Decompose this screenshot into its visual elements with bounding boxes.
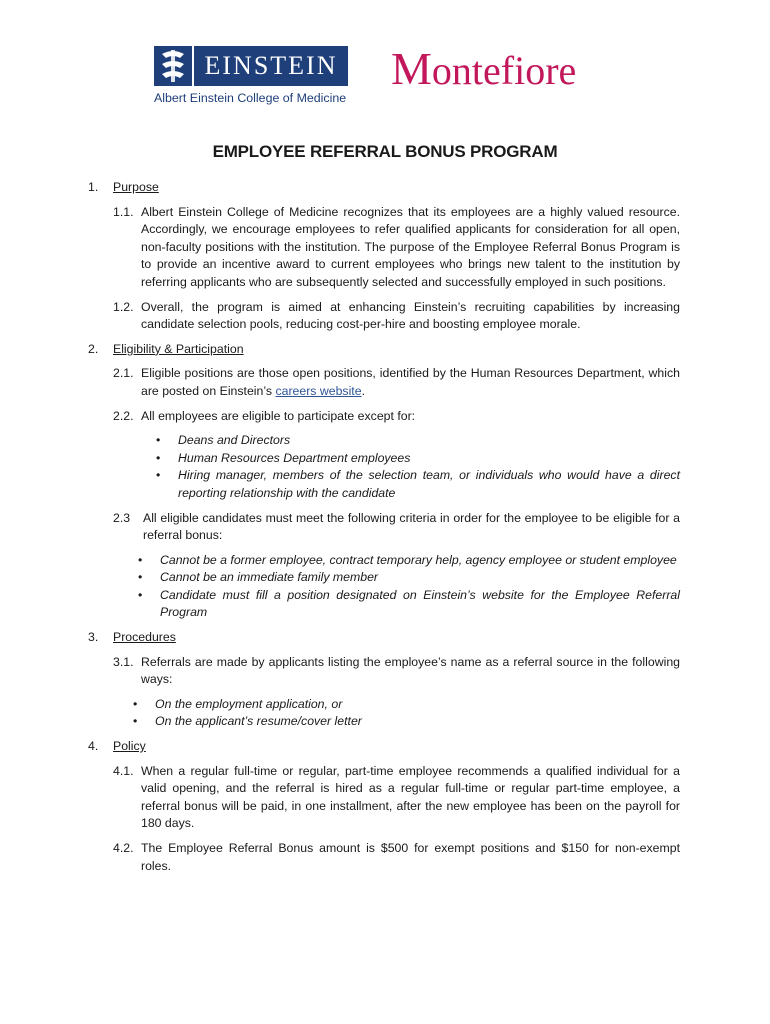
clause-1-1 bbox=[88, 204, 680, 292]
clause-number: 2.1. bbox=[113, 366, 134, 381]
list-item-text: Candidate must fill a position designated on Einstein’s website for the Employee Referral Program bbox=[160, 587, 680, 620]
bullet-icon: • bbox=[156, 450, 161, 465]
clause-3-1 bbox=[88, 654, 680, 689]
section-policy bbox=[88, 738, 680, 756]
clause-4-2 bbox=[88, 840, 680, 875]
list-item bbox=[156, 467, 680, 502]
clause-number: 2.2. bbox=[113, 408, 134, 423]
bullet-icon: • bbox=[156, 433, 161, 448]
clause-number: 4.1. bbox=[113, 763, 134, 778]
clause-2-1 bbox=[88, 365, 680, 400]
bullet-icon: • bbox=[138, 570, 143, 585]
section-title: Procedures bbox=[113, 630, 176, 645]
list-item-text: On the employment application, or bbox=[155, 696, 343, 711]
section-number: 1. bbox=[88, 180, 99, 194]
list-item bbox=[138, 552, 680, 570]
list-item-text: Cannot be a former employee, contract temporary help, agency employee or student employee bbox=[160, 552, 677, 567]
clause-number: 4.2. bbox=[113, 841, 134, 855]
list-item bbox=[156, 432, 680, 450]
list-item-text: On the applicant’s resume/cover letter bbox=[155, 714, 362, 729]
list-item bbox=[133, 713, 680, 731]
list-item bbox=[156, 450, 680, 468]
document-title: EMPLOYEE REFERRAL BONUS PROGRAM bbox=[212, 142, 558, 161]
section-eligibility bbox=[88, 341, 680, 359]
clause-text: Albert Einstein College of Medicine recognizes that its employees are a highly valued resource. Accordingly, we encourage employees to refer qualified applicants for consideration for all open, non-faculty positions with the institution. The purpose of the Employee Referral Bonus Program is to provide an incentive award to current employees who brings new talent to the institution by referring applicants who are subsequently selected and successfully employed in such positions. bbox=[141, 204, 680, 289]
section-number: 2. bbox=[88, 341, 99, 356]
bullet-icon: • bbox=[138, 587, 143, 602]
clause-2-2 bbox=[88, 408, 680, 426]
einstein-emblem-icon bbox=[154, 46, 192, 86]
bullet-icon: • bbox=[156, 468, 161, 483]
bullet-icon: • bbox=[138, 552, 143, 567]
clause-number: 1.2. bbox=[113, 299, 134, 314]
clause-2-3 bbox=[88, 510, 680, 545]
clause-text: Referrals are made by applicants listing the employee’s name as a referral source in the following ways: bbox=[141, 654, 680, 687]
einstein-logo bbox=[154, 46, 354, 108]
criteria-list bbox=[88, 552, 680, 622]
list-item bbox=[138, 569, 680, 587]
bullet-icon: • bbox=[133, 714, 138, 729]
bullet-icon: • bbox=[133, 696, 138, 711]
list-item-text: Deans and Directors bbox=[178, 433, 291, 448]
clause-text: When a regular full-time or regular, part-time employee recommends a qualified individual for a valid opening, and the referral is hired as a regular full-time or regular part-time employee, a referral bonus will be paid, in one installment, after the new employee has been on the payroll for 180 days. bbox=[141, 763, 680, 831]
section-procedures bbox=[88, 629, 680, 647]
section-number: 4. bbox=[88, 739, 99, 754]
clause-text: Overall, the program is aimed at enhancing Einstein’s recruiting capabilities by increasing candidate selection pools, reducing cost-per-hire and boosting employee morale. bbox=[141, 299, 680, 332]
section-title: Eligibility & Participation bbox=[113, 341, 244, 356]
exclusion-list bbox=[88, 432, 680, 502]
clause-text: All eligible candidates must meet the following criteria in order for the employee to be eligible for a referral bonus: bbox=[143, 510, 680, 543]
einstein-subtitle: Albert Einstein College of Medicine bbox=[154, 91, 347, 105]
section-number: 3. bbox=[88, 630, 99, 645]
clause-4-1 bbox=[88, 763, 680, 833]
careers-website-link[interactable]: careers website bbox=[275, 383, 362, 398]
clause-number: 1.1. bbox=[113, 204, 134, 219]
list-item-text: Cannot be an immediate family member bbox=[160, 570, 379, 585]
montefiore-wordmark: ontefiore bbox=[431, 48, 577, 93]
list-item bbox=[133, 696, 680, 714]
section-title: Purpose bbox=[113, 180, 159, 194]
list-item-text: Hiring manager, members of the selection team, or individuals who would have a direct reporting relationship with the candidate bbox=[178, 468, 680, 500]
einstein-wordmark: EINSTEIN bbox=[194, 46, 348, 86]
list-item bbox=[138, 587, 680, 622]
clause-1-2 bbox=[88, 299, 680, 334]
document-body bbox=[88, 172, 680, 875]
referral-method-list bbox=[88, 696, 680, 731]
clause-text: The Employee Referral Bonus amount is $500 for exempt positions and $150 for non-exempt roles. bbox=[141, 841, 680, 873]
section-purpose bbox=[88, 179, 680, 197]
clause-text: All employees are eligible to participate except for: bbox=[141, 408, 416, 423]
clause-text bbox=[141, 365, 680, 400]
clause-text-part: Eligible positions are those open positions, identified by the Human Resources Department, which are posted on Einstein’s bbox=[141, 366, 680, 398]
clause-number: 3.1. bbox=[113, 654, 134, 669]
list-item-text: Human Resources Department employees bbox=[178, 450, 411, 465]
clause-text-part: . bbox=[361, 383, 365, 398]
section-title: Policy bbox=[113, 739, 146, 754]
clause-number: 2.3 bbox=[113, 510, 131, 525]
montefiore-initial: M bbox=[391, 43, 432, 94]
montefiore-logo bbox=[391, 42, 576, 98]
